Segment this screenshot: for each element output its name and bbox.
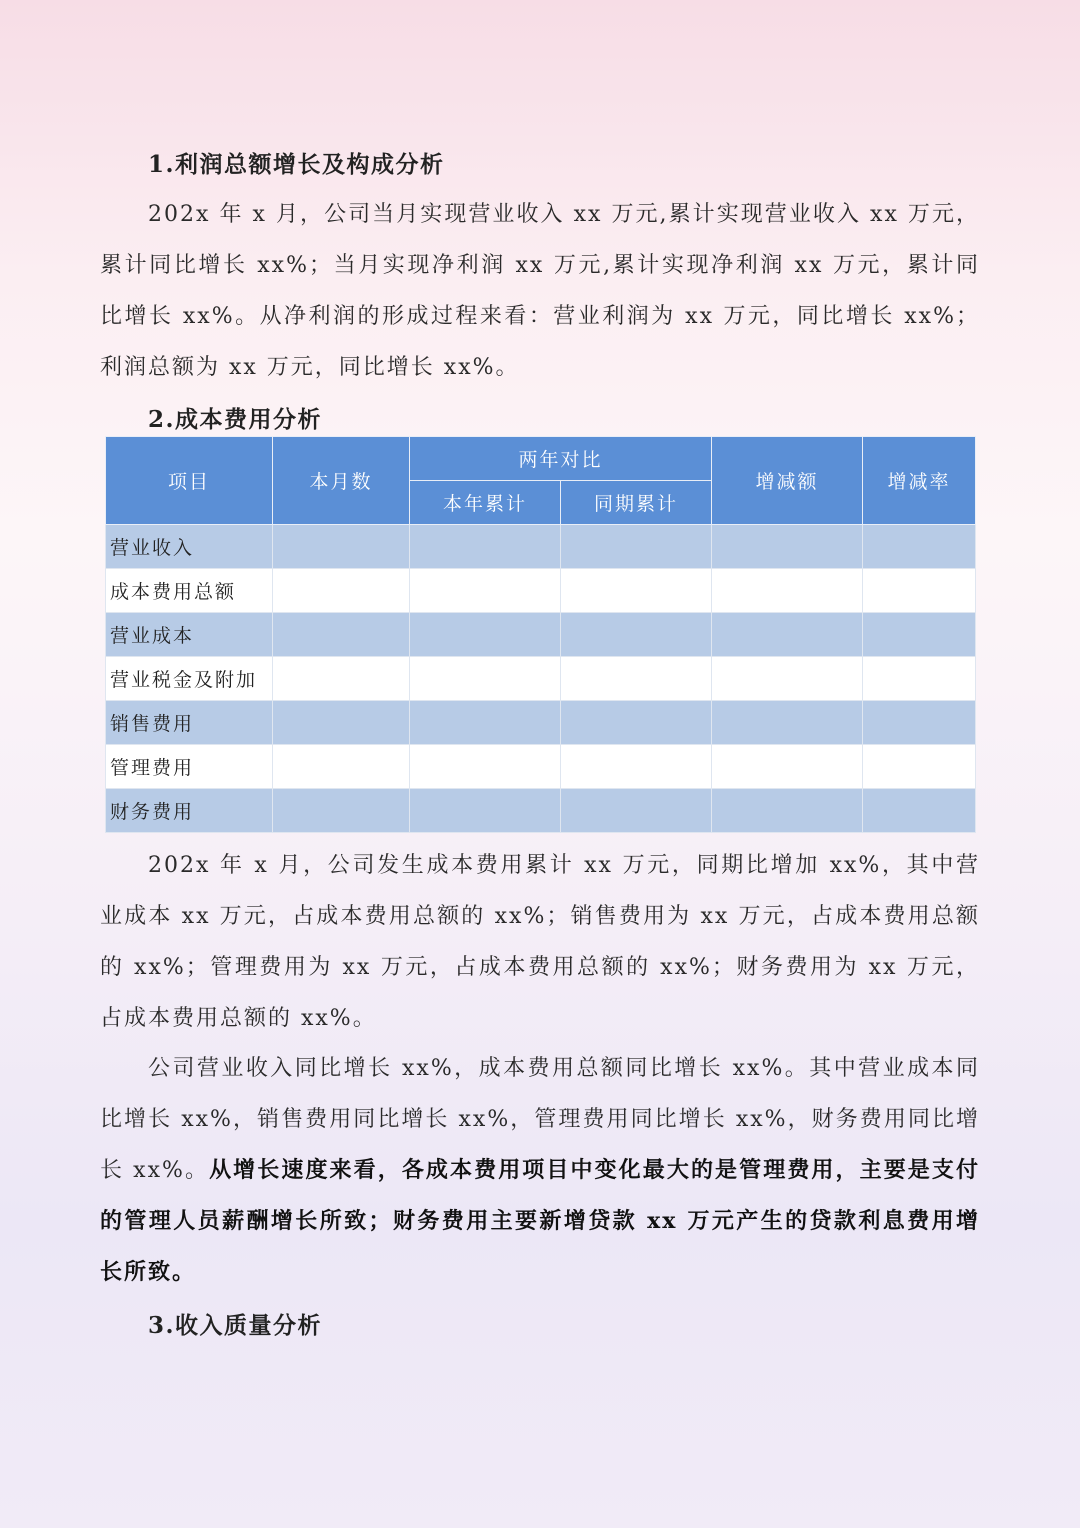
table-cell [273,789,410,833]
paragraph-2-normal-text: 公司营业收入同比增长 xx%，成本费用总额同比增长 xx%。其中营业成本同比增长 xx%，销售费用同比增长 xx%，管理费用同比增长 xx%，财务费用同比增长 xx%。 [100,1056,980,1183]
table-cell [712,569,863,613]
header-item: 项目 [106,437,273,525]
row-label: 营业成本 [106,613,273,657]
table-cell [863,569,976,613]
table-cell [863,657,976,701]
row-label: 营业税金及附加 [106,657,273,701]
row-label: 管理费用 [106,745,273,789]
table-row [106,701,976,745]
paragraph-2-bold-text: 从增长速度来看，各成本费用项目中变化最大的是管理费用，主要是支付的管理人员薪酬增长所致；财务费用主要新增贷款 xx 万元产生的贷款利息费用增长所致。 [100,1157,980,1285]
table-row [106,613,976,657]
table-cell [712,613,863,657]
table-cell [410,657,561,701]
table-cell [561,789,712,833]
table-row [106,745,976,789]
table-cell [863,525,976,569]
table-cell [410,745,561,789]
section-3-heading: 3.收入质量分析 [148,1312,323,1339]
table-cell [410,701,561,745]
table-cell [712,745,863,789]
table-cell [561,613,712,657]
table-row [106,789,976,833]
table-cell [273,657,410,701]
table-cell [410,525,561,569]
table-cell [863,745,976,789]
section-1-paragraph: 202x 年 x 月，公司当月实现营业收入 xx 万元,累计实现营业收入 xx 万元，累计同比增长 xx%；当月实现净利润 xx 万元,累计实现净利润 xx 万元，累计同比增长 xx%。从净利润的形成过程来看：营业利润为 xx 万元，同比增长 xx%；利润总额为 xx 万元，同比增长 xx%。 [100,202,980,380]
header-last-year-cumulative: 同期累计 [561,481,712,525]
row-label: 营业收入 [106,525,273,569]
table-cell [273,613,410,657]
table-cell [273,701,410,745]
table-cell [561,657,712,701]
cost-analysis-table [105,436,976,833]
table-cell [410,569,561,613]
row-label: 销售费用 [106,701,273,745]
table-cell [273,525,410,569]
header-month: 本月数 [273,437,410,525]
table-row [106,657,976,701]
table-cell [863,613,976,657]
section-1-heading: 1.利润总额增长及构成分析 [148,151,445,178]
table-row [106,569,976,613]
header-two-year-compare: 两年对比 [410,437,712,481]
table-cell [712,657,863,701]
table-cell [273,745,410,789]
header-this-year-cumulative: 本年累计 [410,481,561,525]
table-row [106,525,976,569]
table-cell [561,525,712,569]
table-cell [273,569,410,613]
section-2-paragraph-2 [100,1043,980,1298]
table-cell [410,613,561,657]
table-cell [712,525,863,569]
row-label: 财务费用 [106,789,273,833]
table-cell [561,701,712,745]
section-2-paragraph-1: 202x 年 x 月，公司发生成本费用累计 xx 万元，同期比增加 xx%，其中营业成本 xx 万元，占成本费用总额的 xx%；销售费用为 xx 万元，占成本费用总额的 xx%；管理费用为 xx 万元，占成本费用总额的 xx%；财务费用为 xx 万元，占成本费用总额的 xx%。 [100,853,980,1031]
table-cell [410,789,561,833]
table-cell [863,789,976,833]
section-2-heading: 2.成本费用分析 [148,406,323,433]
row-label: 成本费用总额 [106,569,273,613]
table-cell [561,569,712,613]
table-cell [863,701,976,745]
table-cell [712,789,863,833]
table-cell [561,745,712,789]
table-cell [712,701,863,745]
header-change-rate: 增减率 [863,437,976,525]
header-change-amount: 增减额 [712,437,863,525]
